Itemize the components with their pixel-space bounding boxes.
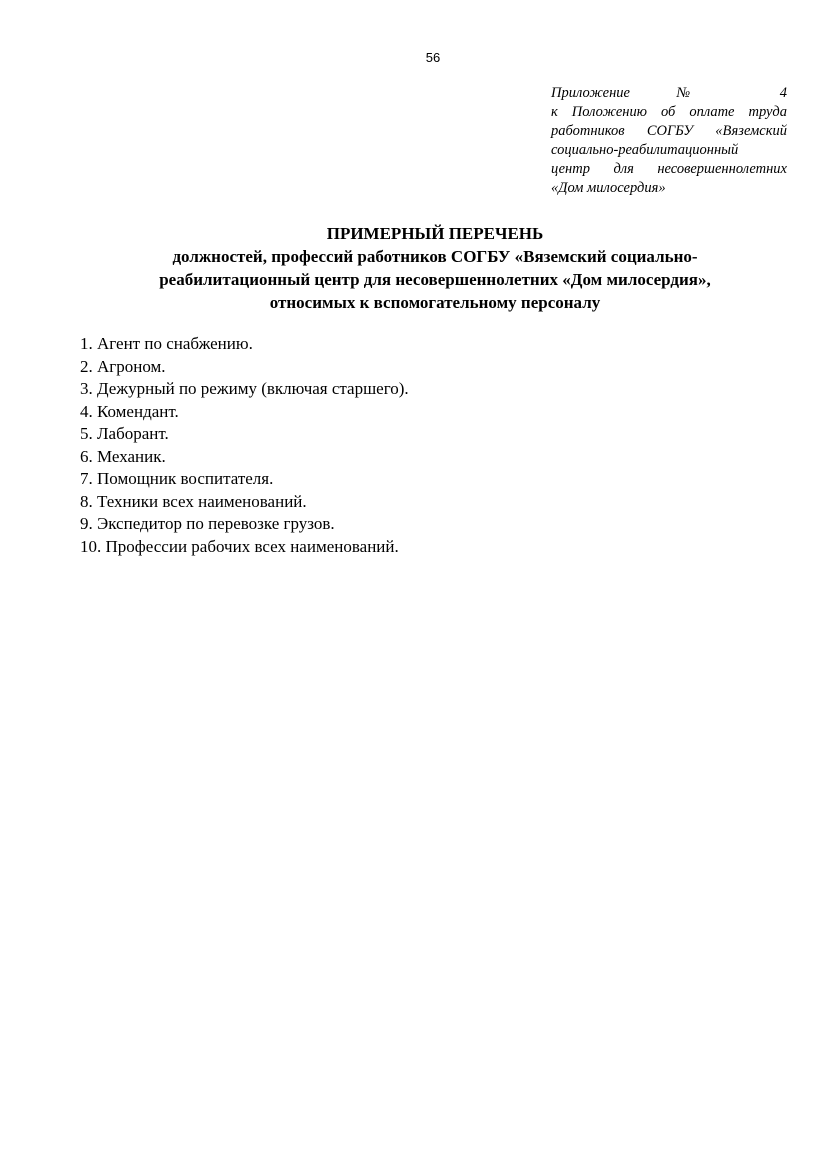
appendix-line: социально-реабилитационный: [551, 142, 739, 158]
positions-list: [80, 333, 780, 558]
list-item: 4. Комендант.: [80, 401, 179, 421]
list-item: 3. Дежурный по режиму (включая старшего).: [80, 379, 409, 398]
appendix-note: [551, 84, 787, 198]
list-item: 8. Техники всех наименований.: [80, 491, 307, 511]
title-subtitle-line: должностей, профессий работников СОГБУ «Вяземский социально-: [172, 247, 698, 266]
list-item: 5. Лаборант.: [80, 424, 169, 443]
appendix-line: «Дом милосердия»: [551, 180, 666, 196]
list-item: 7. Помощник воспитателя.: [80, 469, 274, 488]
list-item: 10. Профессии рабочих всех наименований.: [80, 536, 399, 556]
list-item: 6. Механик.: [80, 446, 166, 466]
list-item: 2. Агроном.: [80, 356, 166, 376]
list-item: 9. Экспедитор по перевозке грузов.: [80, 514, 335, 533]
appendix-line: к Положению об оплате труда: [551, 104, 787, 120]
title-subtitle-line: относимых к вспомогательному персоналу: [269, 293, 601, 312]
list-item: 1. Агент по снабжению.: [80, 334, 253, 353]
page-number: 56: [425, 50, 441, 65]
appendix-line: центр для несовершеннолетних: [551, 161, 787, 177]
title-heading: ПРИМЕРНЫЙ ПЕРЕЧЕНЬ: [326, 224, 544, 243]
title-subtitle-line: реабилитационный центр для несовершеннолетних «Дом милосердия»,: [159, 270, 711, 289]
appendix-line: Приложение № 4: [551, 85, 787, 101]
appendix-line: работников СОГБУ «Вяземский: [551, 123, 787, 139]
document-title: [60, 222, 810, 314]
